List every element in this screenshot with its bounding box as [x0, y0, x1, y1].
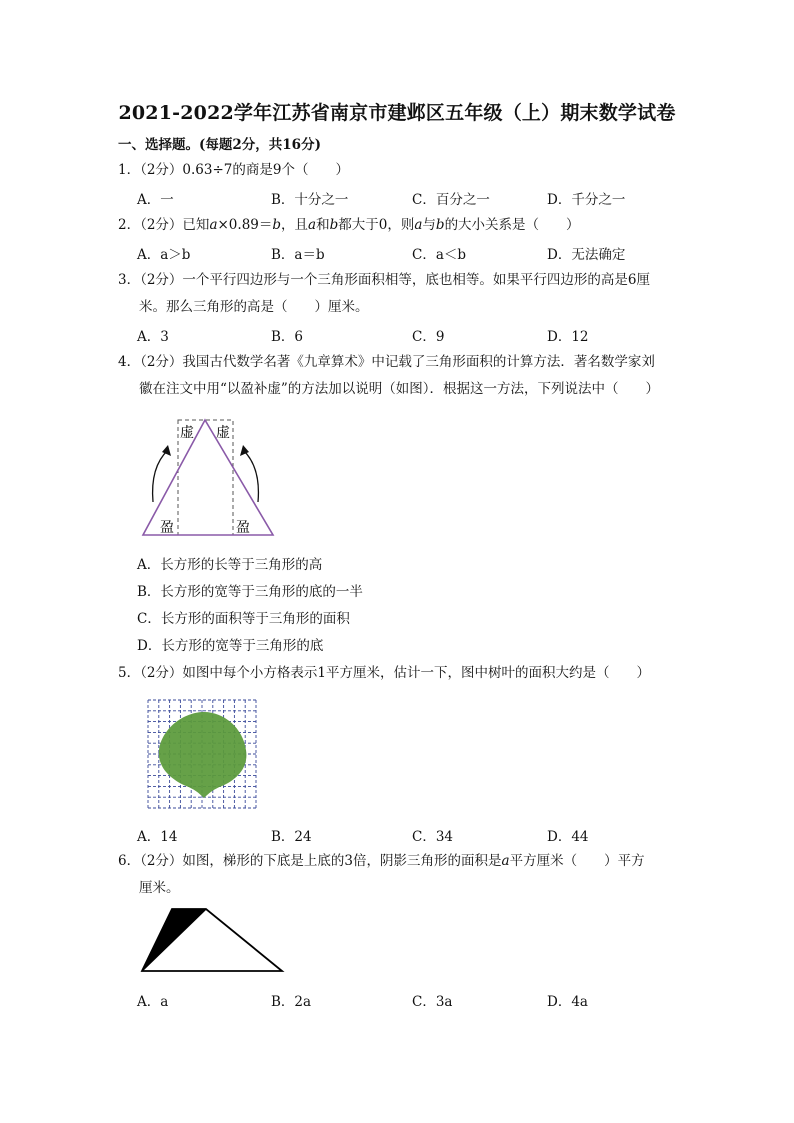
option-a[interactable]: A．一: [137, 192, 174, 208]
option-d[interactable]: D．12: [547, 329, 589, 345]
option-c[interactable]: C．a＜b: [412, 247, 467, 263]
question-2-text: ，且: [281, 217, 309, 233]
option-a[interactable]: A．a: [137, 994, 169, 1010]
option-d[interactable]: D．4a: [547, 994, 588, 1010]
label-ying-left: 盈: [160, 520, 174, 536]
question-3-options: [137, 325, 697, 349]
option-c[interactable]: C．9: [412, 329, 445, 345]
leaf-grid-figure: [146, 698, 258, 810]
option-b[interactable]: B．a＝b: [271, 247, 325, 263]
page-title: 2021-2022学年江苏省南京市建邺区五年级（上）期末数学试卷: [118, 102, 676, 124]
option-a[interactable]: A．长方形的长等于三角形的高: [137, 557, 323, 573]
triangle: [143, 420, 273, 535]
question-2: [118, 212, 678, 239]
var-b: b: [329, 217, 339, 233]
question-4-line-1: 4．（2分）我国古代数学名著《九章算术》中记载了三角形面积的计算方法．著名数学家刘: [118, 354, 655, 370]
question-2-text: 和: [316, 217, 330, 233]
option-a[interactable]: A．3: [137, 329, 169, 345]
question-6: [118, 848, 678, 902]
option-c[interactable]: C．百分之一: [412, 192, 490, 208]
option-d[interactable]: D．无法确定: [547, 247, 626, 263]
question-3-line-2: 米。那么三角形的高是（ ）厘米。: [139, 299, 369, 315]
option-b[interactable]: B．2a: [271, 994, 312, 1010]
question-2-options: [137, 243, 697, 267]
var-b: b: [435, 217, 445, 233]
question-3: [118, 267, 678, 321]
var-b: b: [272, 217, 282, 233]
question-2-text-pre: 2．（2分）已知: [118, 217, 210, 233]
question-2-text: ×0.89＝: [217, 217, 273, 233]
question-1: [118, 157, 678, 184]
question-5-text: 5．（2分）如图中每个小方格表示1平方厘米，估计一下，图中树叶的面积大约是（ ）: [118, 665, 651, 681]
question-3-line-1: 3．（2分）一个平行四边形与一个三角形面积相等，底也相等。如果平行四边形的高是6厘: [118, 272, 651, 288]
question-5: [118, 660, 678, 687]
option-d[interactable]: D．44: [547, 829, 589, 845]
question-4: [118, 349, 678, 403]
question-2-text: 都大于0，则: [338, 217, 415, 233]
var-a: a: [414, 217, 423, 233]
question-2-text: 与: [422, 217, 436, 233]
option-c[interactable]: C．34: [412, 829, 454, 845]
trapezoid-figure: [136, 905, 286, 977]
option-b[interactable]: B．十分之一: [271, 192, 349, 208]
label-xu-right: 虚: [216, 425, 230, 441]
question-6-options: [137, 990, 697, 1014]
option-b[interactable]: B．6: [271, 329, 304, 345]
option-d[interactable]: D．长方形的宽等于三角形的底: [137, 638, 324, 654]
leaf-shape: [159, 712, 247, 798]
option-c[interactable]: C．长方形的面积等于三角形的面积: [137, 611, 350, 627]
question-6-text: 平方厘米（ ）平方: [509, 853, 645, 869]
question-6-text: 6．（2分）如图，梯形的下底是上底的3倍，阴影三角形的面积是: [118, 853, 502, 869]
option-c[interactable]: C．3a: [412, 994, 453, 1010]
question-1-text: 1．（2分）0.63÷7的商是9个（ ）: [118, 162, 349, 178]
question-1-options: [137, 188, 697, 212]
option-b[interactable]: B．24: [271, 829, 312, 845]
var-a: a: [501, 853, 510, 869]
section-heading: 一、选择题。(每题2分，共16分): [118, 137, 321, 153]
option-d[interactable]: D．千分之一: [547, 192, 626, 208]
label-ying-right: 盈: [236, 520, 250, 536]
question-4-line-2: 徽在注文中用“以盈补虚”的方法加以说明（如图）．根据这一方法，下列说法中（ ）: [139, 381, 660, 397]
question-2-text-post: 的大小关系是（ ）: [444, 217, 580, 233]
option-b[interactable]: B．长方形的宽等于三角形的底的一半: [137, 584, 363, 600]
var-a: a: [308, 217, 317, 233]
label-xu-left: 虚: [180, 425, 194, 441]
right-arrow: [243, 450, 258, 502]
question-6-line-2: 厘米。: [139, 880, 180, 896]
option-a[interactable]: A．14: [137, 829, 178, 845]
question-4-options: [137, 552, 363, 660]
var-a: a: [209, 217, 218, 233]
question-5-options: [137, 825, 697, 849]
option-a[interactable]: A．a＞b: [137, 247, 191, 263]
triangle-figure: [138, 412, 288, 540]
